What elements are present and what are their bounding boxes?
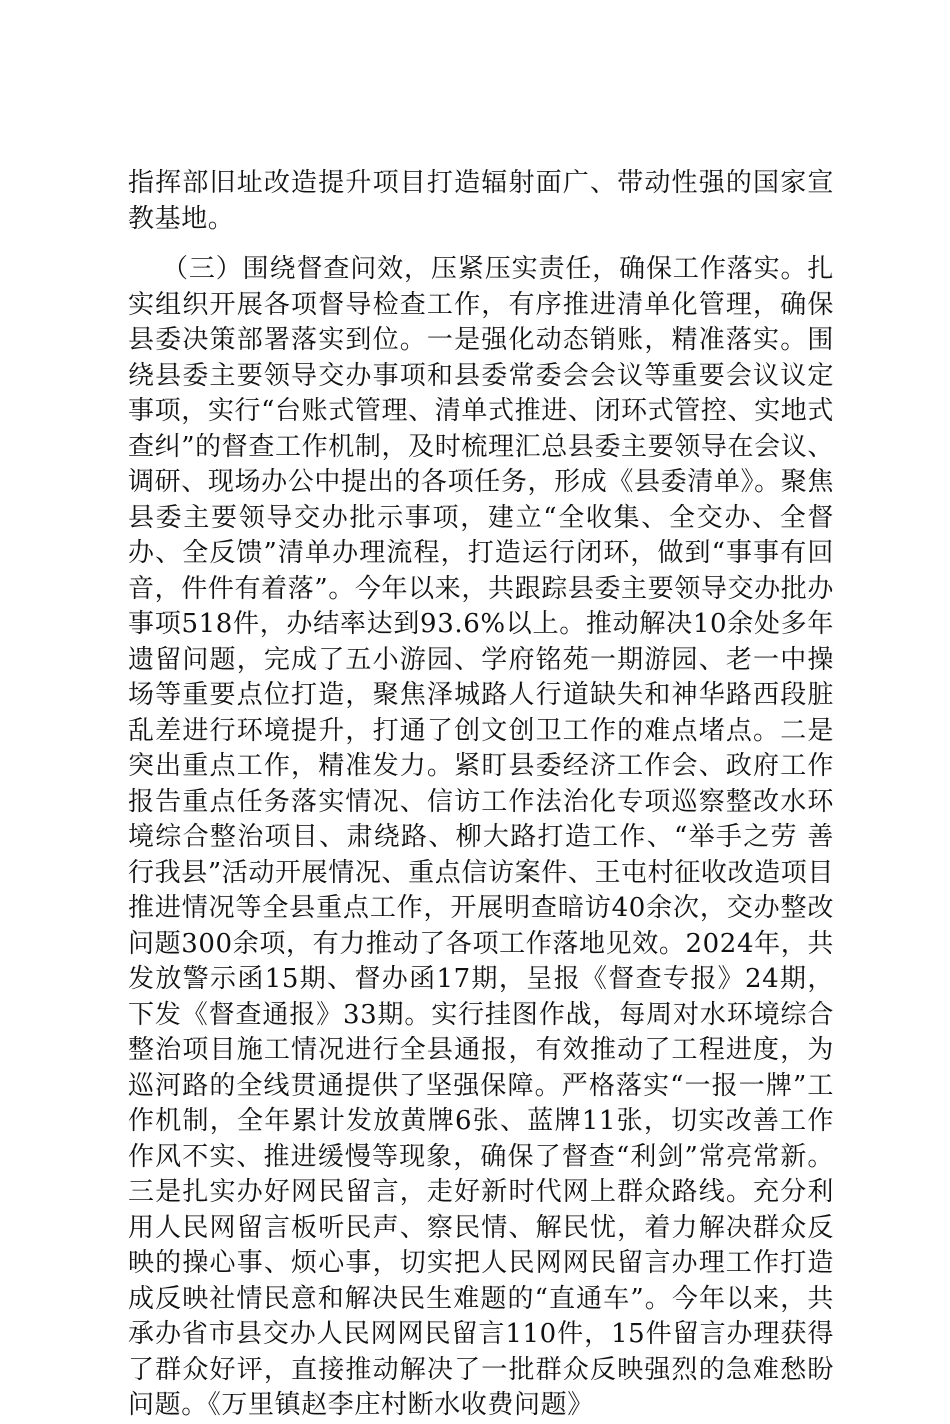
paragraph-continuation: 指挥部旧址改造提升项目打造辐射面广、带动性强的国家宣教基地。	[128, 168, 834, 234]
paragraph-supervision-section: （三）围绕督查问效，压紧压实责任，确保工作落实。扎实组织开展各项督导检查工作，有序推进清单化管理，确保县委决策部署落实到位。一是强化动态销账，精准落实。围绕县委主要领导交办事项和县委常委会会议等重要会议议定事项，实行“台账式管理、清单式推进、闭环式管控、实地式查纠”的督查工作机制，及时梳理汇总县委主要领导在会议、调研、现场办公中提出的各项任务，形成《县委清单》。聚焦县委主要领导交办批示事项，建立“全收集、全交办、全督办、全反馈”清单办理流程，打造运行闭环，做到“事事有回音，件件有着落”。今年以来，共跟踪县委主要领导交办批办事项518件，办结率达到93.6%以上。推动解决10余处多年遗留问题，完成了五小游园、学府铭苑一期游园、老一中操场等重要点位打造，聚焦泽城路人行道缺失和神华路西段脏乱差进行环境提升，打通了创文创卫工作的难点堵点。二是突出重点工作，精准发力。紧盯县委经济工作会、政府工作报告重点任务落实情况、信访工作法治化专项巡察整改水环境综合整治项目、肃绕路、柳大路打造工作、“举手之劳 善行我县”活动开展情况、重点信访案件、王屯村征收改造项目推进情况等全县重点工作，开展明查暗访40余次，交办整改问题300余项，有力推动了各项工作落地见效。2024年，共发放警示函15期、督办函17期，呈报《督查专报》24期，下发《督查通报》33期。实行挂图作战，每周对水环境综合整治项目施工情况进行全县通报，有效推动了工程进度，为巡河路的全线贯通提供了坚强保障。严格落实“一报一牌”工作机制，全年累计发放黄牌6张、蓝牌11张，切实改善工作作风不实、推进缓慢等现象，确保了督查“利剑”常亮常新。三是扎实办好网民留言，走好新时代网上群众路线。充分利用人民网留言板听民声、察民情、解民忧，着力解决群众反映的操心事、烦心事，切实把人民网网民留言办理工作打造成反映社情民意和解决民生难题的“直通车”。今年以来，共承办省市县交办人民网网民留言110件，15件留言办理获得了群众好评，直接推动解决了一批群众反映强烈的急难愁盼问题。《万里镇赵李庄村断水收费问题》	[128, 254, 834, 1420]
